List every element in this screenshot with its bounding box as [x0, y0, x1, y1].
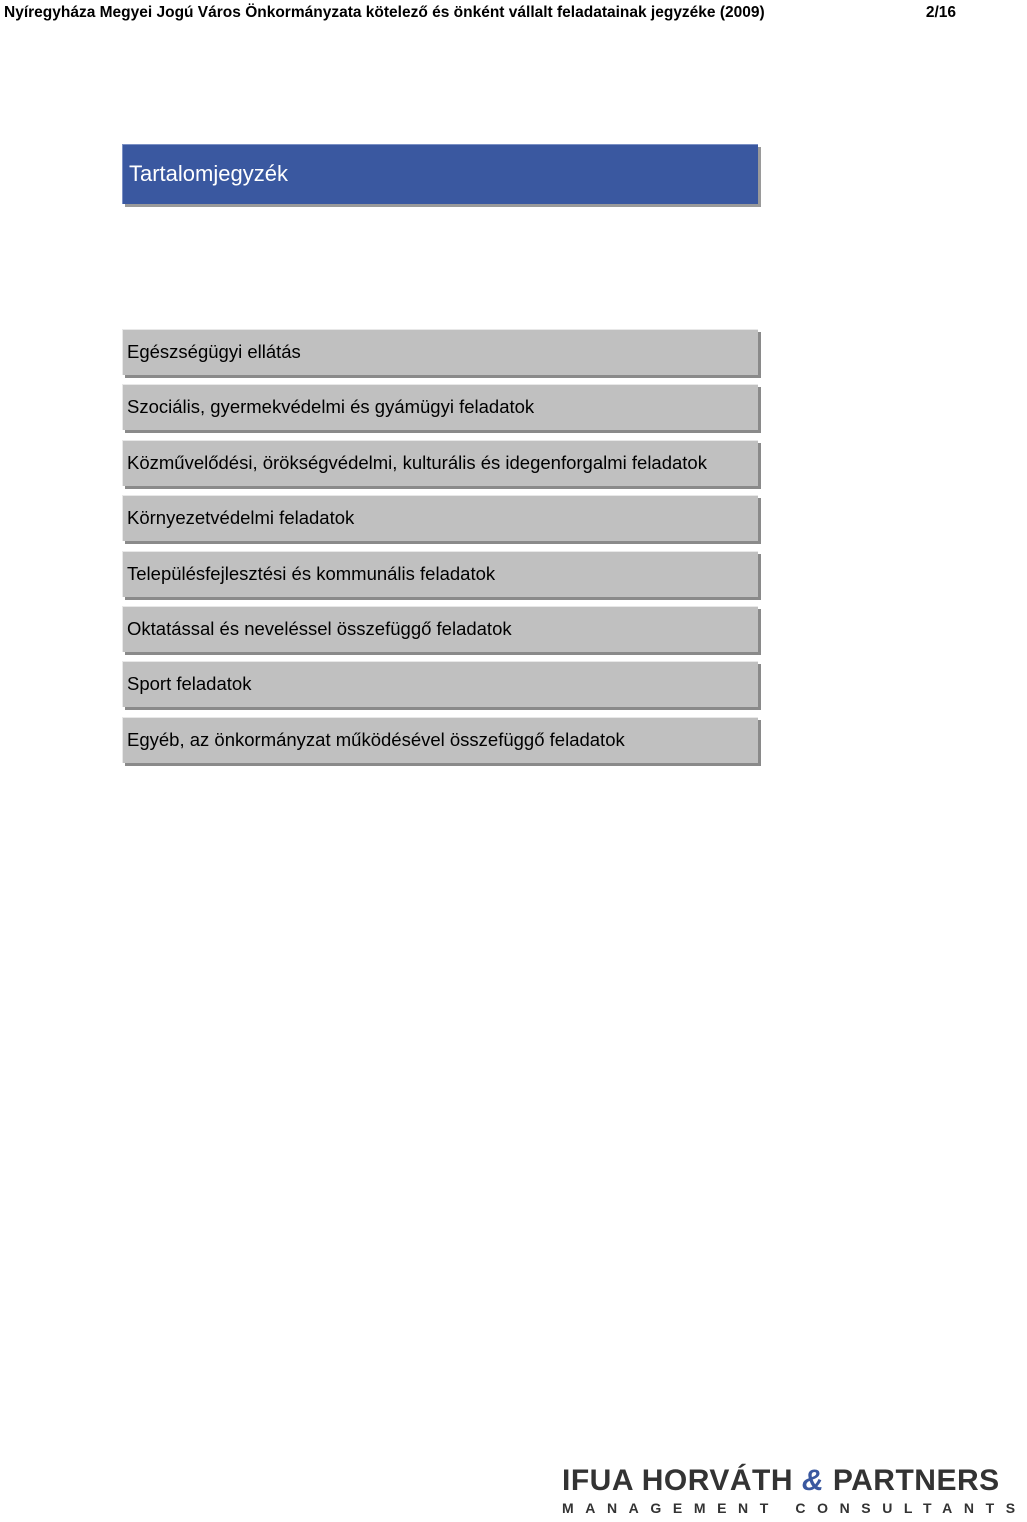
toc-item-label: Környezetvédelmi feladatok — [127, 507, 355, 529]
document-title: Nyíregyháza Megyei Jogú Város Önkormányzata kötelező és önként vállalt feladatainak jegyzéke (2009) — [4, 4, 765, 21]
toc-item-environment[interactable] — [122, 495, 758, 541]
toc-item-label: Közművelődési, örökségvédelmi, kulturális és idegenforgalmi feladatok — [127, 451, 707, 473]
toc-item-urban-development[interactable] — [122, 551, 758, 597]
logo-name-part1: IFUA HORVÁTH — [562, 1464, 802, 1497]
toc-title-bar — [122, 144, 758, 204]
toc-list — [122, 329, 758, 772]
toc-item-education[interactable] — [122, 606, 758, 652]
toc-item-culture[interactable] — [122, 440, 758, 486]
toc-item-label: Településfejlesztési és kommunális feladatok — [127, 562, 496, 584]
toc-item-label: Sport feladatok — [127, 673, 252, 695]
toc-item-healthcare[interactable] — [122, 329, 758, 375]
page-number: 2/16 — [925, 4, 956, 21]
toc-item-label: Oktatással és neveléssel összefüggő feladatok — [127, 617, 512, 639]
toc-item-label: Egyéb, az önkormányzat működésével összefüggő feladatok — [127, 728, 625, 750]
page-header — [4, 4, 956, 24]
logo-name — [562, 1466, 1000, 1496]
logo-name-part2: PARTNERS — [824, 1464, 1000, 1497]
logo-tagline: MANAGEMENT CONSULTANTS — [562, 1500, 1027, 1516]
logo-ampersand: & — [801, 1464, 825, 1497]
toc-title: Tartalomjegyzék — [129, 161, 288, 186]
company-logo — [562, 1464, 1027, 1518]
toc-item-other[interactable] — [122, 717, 758, 763]
toc-item-label: Egészségügyi ellátás — [127, 341, 301, 362]
toc-item-social[interactable] — [122, 384, 758, 430]
toc-item-sport[interactable] — [122, 661, 758, 707]
toc-item-label: Szociális, gyermekvédelmi és gyámügyi feladatok — [127, 396, 535, 418]
